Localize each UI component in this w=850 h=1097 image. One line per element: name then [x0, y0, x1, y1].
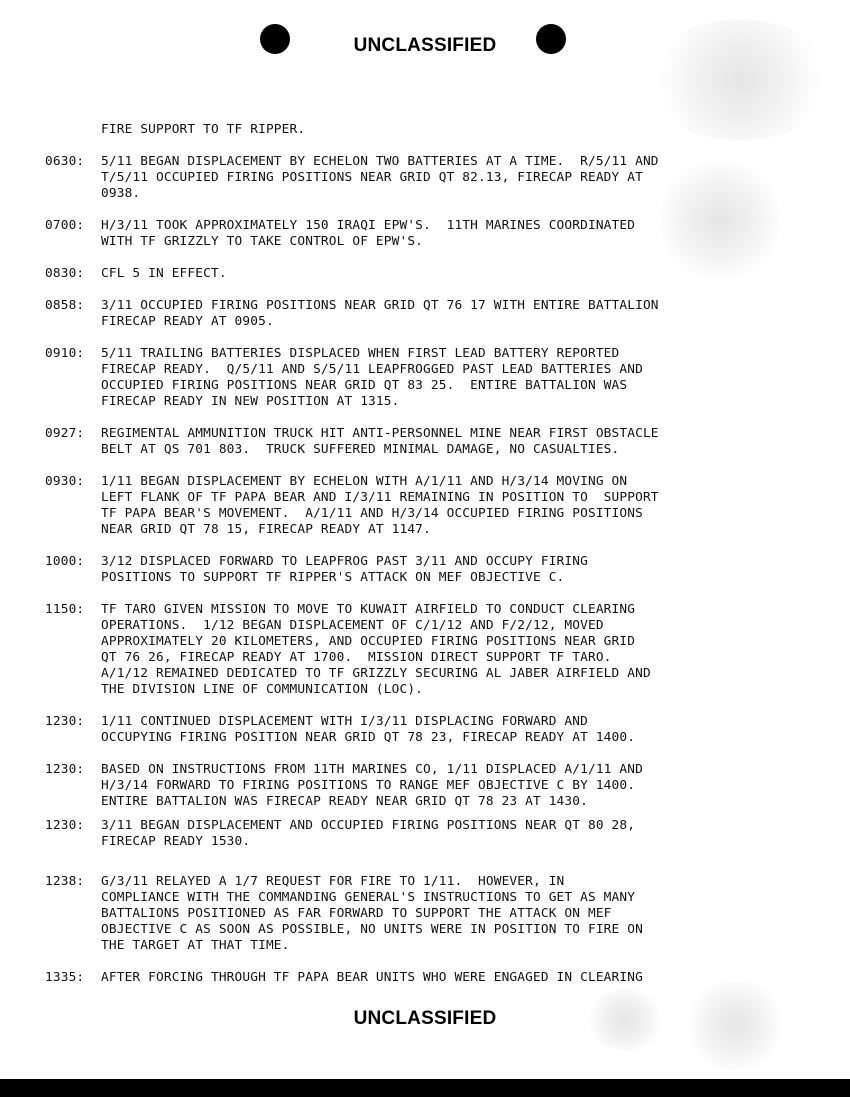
scan-border-bar [0, 1079, 850, 1097]
entry-text-line: LEFT FLANK OF TF PAPA BEAR AND I/3/11 REMAINING IN POSITION TO SUPPORT [101, 490, 659, 505]
entry-text-line: QT 76 26, FIRECAP READY AT 1700. MISSION DIRECT SUPPORT TF TARO. [101, 650, 612, 665]
entry-text-line: FIRECAP READY AT 0905. [101, 314, 274, 329]
entry-text-line: A/1/12 REMAINED DEDICATED TO TF GRIZZLY SECURING AL JABER AIRFIELD AND [101, 666, 651, 681]
entry-time: 1230: [45, 714, 85, 729]
entry-text-line: T/5/11 OCCUPIED FIRING POSITIONS NEAR GRID QT 82.13, FIRECAP READY AT [101, 170, 643, 185]
entry-time: 1238: [45, 874, 85, 889]
entry-time: 0700: [45, 218, 85, 233]
entry-text-line: OPERATIONS. 1/12 BEGAN DISPLACEMENT OF C/1/12 AND F/2/12, MOVED [101, 618, 604, 633]
entry-text-line: H/3/14 FORWARD TO FIRING POSITIONS TO RANGE MEF OBJECTIVE C BY 1400. [101, 778, 636, 793]
entry-text-line: APPROXIMATELY 20 KILOMETERS, AND OCCUPIED FIRING POSITIONS NEAR GRID [101, 634, 636, 649]
entry-time: 1230: [45, 818, 85, 833]
entry-time: 0830: [45, 266, 85, 281]
entry-text-line: 3/11 BEGAN DISPLACEMENT AND OCCUPIED FIRING POSITIONS NEAR QT 80 28, [101, 818, 636, 833]
entry-time: 0858: [45, 298, 85, 313]
entry-time: 0910: [45, 346, 85, 361]
entry-text-line: BELT AT QS 701 803. TRUCK SUFFERED MINIMAL DAMAGE, NO CASUALTIES. [101, 442, 620, 457]
entry-text-line: POSITIONS TO SUPPORT TF RIPPER'S ATTACK ON MEF OBJECTIVE C. [101, 570, 565, 585]
entry-text-line: BATTALIONS POSITIONED AS FAR FORWARD TO SUPPORT THE ATTACK ON MEF [101, 906, 612, 921]
entry-time: 0927: [45, 426, 85, 441]
entry-text-line: 1/11 CONTINUED DISPLACEMENT WITH I/3/11 DISPLACING FORWARD AND [101, 714, 588, 729]
entry-text-line: 5/11 TRAILING BATTERIES DISPLACED WHEN FIRST LEAD BATTERY REPORTED [101, 346, 620, 361]
entry-text-line: REGIMENTAL AMMUNITION TRUCK HIT ANTI-PERSONNEL MINE NEAR FIRST OBSTACLE [101, 426, 659, 441]
entry-text-line: 5/11 BEGAN DISPLACEMENT BY ECHELON TWO BATTERIES AT A TIME. R/5/11 AND [101, 154, 659, 169]
footer-classification: UNCLASSIFIED [353, 1008, 497, 1029]
entry-text-line: NEAR GRID QT 78 15, FIRECAP READY AT 1147. [101, 522, 431, 537]
entry-text-line: FIRECAP READY IN NEW POSITION AT 1315. [101, 394, 400, 409]
entry-time: 0930: [45, 474, 85, 489]
entry-time: 1000: [45, 554, 85, 569]
entry-time: 1335: [45, 970, 85, 985]
entry-text-line: TF TARO GIVEN MISSION TO MOVE TO KUWAIT AIRFIELD TO CONDUCT CLEARING [101, 602, 636, 617]
entry-time: 1230: [45, 762, 85, 777]
entry-text-line: WITH TF GRIZZLY TO TAKE CONTROL OF EPW'S. [101, 234, 424, 249]
scan-noise [660, 150, 780, 290]
entry-time: 0630: [45, 154, 85, 169]
entry-text-line: 0938. [101, 186, 141, 201]
entry-text-line: OCCUPYING FIRING POSITION NEAR GRID QT 78 23, FIRECAP READY AT 1400. [101, 730, 636, 745]
entry-text-line: FIRECAP READY 1530. [101, 834, 251, 849]
entry-text-line: BASED ON INSTRUCTIONS FROM 11TH MARINES CO, 1/11 DISPLACED A/1/11 AND [101, 762, 643, 777]
entry-text-line: OBJECTIVE C AS SOON AS POSSIBLE, NO UNITS WERE IN POSITION TO FIRE ON [101, 922, 643, 937]
entry-text-line: COMPLIANCE WITH THE COMMANDING GENERAL'S INSTRUCTIONS TO GET AS MANY [101, 890, 636, 905]
entry-text-line: OCCUPIED FIRING POSITIONS NEAR GRID QT 83 25. ENTIRE BATTALION WAS [101, 378, 628, 393]
entry-text-line: G/3/11 RELAYED A 1/7 REQUEST FOR FIRE TO 1/11. HOWEVER, IN [101, 874, 565, 889]
entry-time: 1150: [45, 602, 85, 617]
entry-text-line: THE DIVISION LINE OF COMMUNICATION (LOC). [101, 682, 424, 697]
entry-text-line: CFL 5 IN EFFECT. [101, 266, 227, 281]
entry-text-line: TF PAPA BEAR'S MOVEMENT. A/1/11 AND H/3/14 OCCUPIED FIRING POSITIONS [101, 506, 643, 521]
entry-text-line: ENTIRE BATTALION WAS FIRECAP READY NEAR GRID QT 78 23 AT 1430. [101, 794, 588, 809]
entry-text-line: H/3/11 TOOK APPROXIMATELY 150 IRAQI EPW'S. 11TH MARINES COORDINATED [101, 218, 636, 233]
entry-text-line: FIRECAP READY. Q/5/11 AND S/5/11 LEAPFROGGED PAST LEAD BATTERIES AND [101, 362, 643, 377]
entry-text-line: 3/12 DISPLACED FORWARD TO LEAPFROG PAST 3/11 AND OCCUPY FIRING [101, 554, 588, 569]
entry-text-line: AFTER FORCING THROUGH TF PAPA BEAR UNITS WHO WERE ENGAGED IN CLEARING [101, 970, 643, 985]
entry-text-line: 1/11 BEGAN DISPLACEMENT BY ECHELON WITH A/1/11 AND H/3/14 MOVING ON [101, 474, 628, 489]
entry-text-line: 3/11 OCCUPIED FIRING POSITIONS NEAR GRID QT 76 17 WITH ENTIRE BATTALION [101, 298, 659, 313]
entry-text-line: FIRE SUPPORT TO TF RIPPER. [101, 122, 306, 137]
entry-text-line: THE TARGET AT THAT TIME. [101, 938, 290, 953]
header-classification: UNCLASSIFIED [353, 35, 497, 56]
